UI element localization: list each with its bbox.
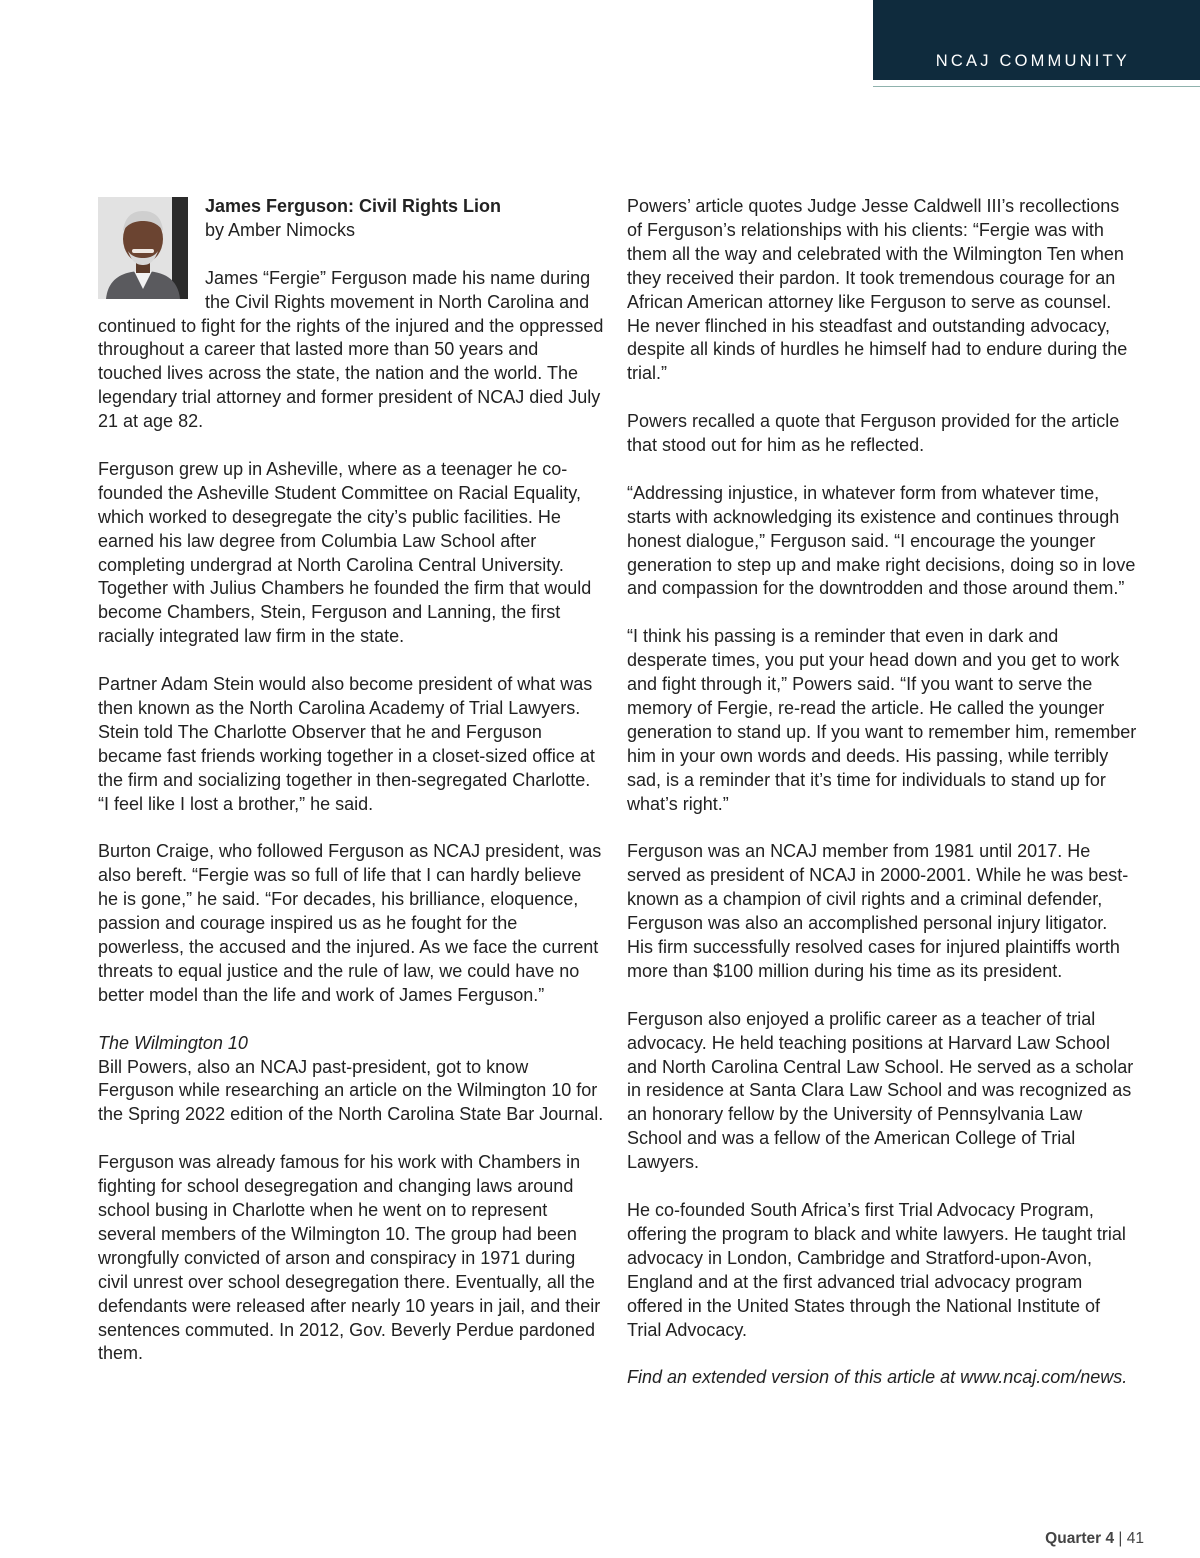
section-divider — [873, 86, 1200, 87]
body-paragraph: Powers recalled a quote that Ferguson provided for the article that stood out for him as he reflected. — [627, 411, 1120, 456]
body-paragraph: Ferguson also enjoyed a prolific career as a teacher of trial advocacy. He held teaching positions at Harvard Law School and North Carolina Central Law School. He served as a scholar in residence at Santa Clara Law School and was recognized as an honorary fellow by the University of Pennsylvania Law School and was a fellow of the American College of Trial Lawyers. — [627, 1008, 1134, 1173]
subhead-wilmington-10: The Wilmington 10 — [98, 1032, 248, 1053]
body-paragraph: Burton Craige, who followed Ferguson as NCAJ president, was also bereft. “Fergie was so full of life that I can hardly believe he is gone,” he said. “For decades, his brilliance, eloquence, passion and courage inspired us as he fought for the powerless, the accused and the injured. As we face the current threats to equal justice and the rule of law, we could have no better model than the life and work of James Ferguson.” — [98, 841, 602, 1005]
body-paragraph: “Addressing injustice, in whatever form from whatever time, starts with acknowledging its existence and continues through honest dialogue,” Ferguson said. “I encourage the younger generation to step up and make right decisions, doing so in love and compassion for the downtrodden and those around them.” — [627, 482, 1136, 599]
body-paragraph: “I think his passing is a reminder that even in dark and desperate times, you put your head down and you get to work and fight through it,” Powers said. “If you want to serve the memory of Fergie, re-read the article. He called the younger generation to stand up. If you want to remember him, remember him in your own words and deeds. His passing, while terribly sad, is a reminder that it’s time for individuals to stand up for what’s right.” — [627, 626, 1137, 814]
portrait-illustration — [98, 197, 188, 299]
body-paragraph: Ferguson was an NCAJ member from 1981 until 2017. He served as president of NCAJ in 2000-2001. While he was best-known as a champion of civil rights and a criminal defender, Ferguson was also an accomplished personal injury litigator. His firm successfully resolved cases for injured plaintiffs worth more than $100 million during his time as its president. — [627, 841, 1129, 981]
body-paragraph: Ferguson grew up in Asheville, where as a teenager he co-founded the Asheville Student Committee on Racial Equality, which worked to desegregate the city’s public facilities. He earned his law degree from Columbia Law School after completing undergrad at North Carolina Central University. Together with Julius Chambers he founded the firm that would become Chambers, Stein, Ferguson and Lanning, the first racially integrated law firm in the state. — [98, 458, 592, 647]
left-column — [98, 195, 604, 1366]
body-paragraph: He co-founded South Africa’s first Trial Advocacy Program, offering the program to black and white lawyers. He taught trial advocacy in London, Cambridge and Stratford-upon-Avon, England and at the first advanced trial advocacy program offered in the United States through the National Institute of Trial Advocacy. — [627, 1199, 1126, 1340]
article-title: James Ferguson: Civil Rights Lion — [205, 196, 502, 216]
author-subject-portrait — [98, 197, 188, 299]
body-paragraph: Ferguson was already famous for his work with Chambers in fighting for school desegregation and changing laws around school busing in Charlotte when he went on to represent several members of the Wilmington 10. The group had been wrongfully convicted of arson and conspiracy in 1971 during civil unrest over school desegregation there. Eventually, all the defendants were released after nearly 10 years in jail, and their sentences commuted. In 2012, Gov. Beverly Perdue pardoned them. — [98, 1152, 601, 1364]
section-label: NCAJ COMMUNITY — [935, 52, 1130, 70]
closing-note: Find an extended version of this article at www.ncaj.com/news. — [627, 1367, 1128, 1388]
issue-label: Quarter 4 — [1045, 1530, 1115, 1547]
right-column — [627, 195, 1137, 1390]
section-header-tab — [873, 0, 1200, 80]
folio-separator: | — [1118, 1530, 1123, 1547]
body-paragraph: Partner Adam Stein would also become president of what was then known as the North Carolina Academy of Trial Lawyers. Stein told The Charlotte Observer that he and Ferguson became fast friends working together in a closet-sized office at the firm and socializing together in then-segregated Charlotte. “I feel like I lost a brother,” he said. — [98, 674, 595, 814]
body-paragraph: Bill Powers, also an NCAJ past-president, got to know Ferguson while researching an article on the Wilmington 10 for the Spring 2022 edition of the North Carolina State Bar Journal. — [98, 1056, 604, 1125]
body-paragraph: James “Fergie” Ferguson made his name during the Civil Rights movement in North Carolina and continued to fight for the rights of the injured and the oppressed throughout a career that lasted more than 50 years and touched lives across the state, the nation and the world. The legendary trial attorney and former president of NCAJ died July 21 at age 82. — [98, 267, 604, 432]
page-number: 41 — [1126, 1530, 1144, 1547]
page-folio — [1045, 1530, 1144, 1548]
article-byline: by Amber Nimocks — [205, 219, 356, 240]
body-paragraph: Powers’ article quotes Judge Jesse Caldwell III’s recollections of Ferguson’s relationships with his clients: “Fergie was with them all the way and celebrated with the Wilmington Ten when they received their pardon. It took tremendous courage for an African American attorney like Ferguson to serve as counsel. He never flinched in his steadfast and outstanding advocacy, despite all kinds of hurdles he himself had to endure during the trial.” — [627, 196, 1128, 384]
